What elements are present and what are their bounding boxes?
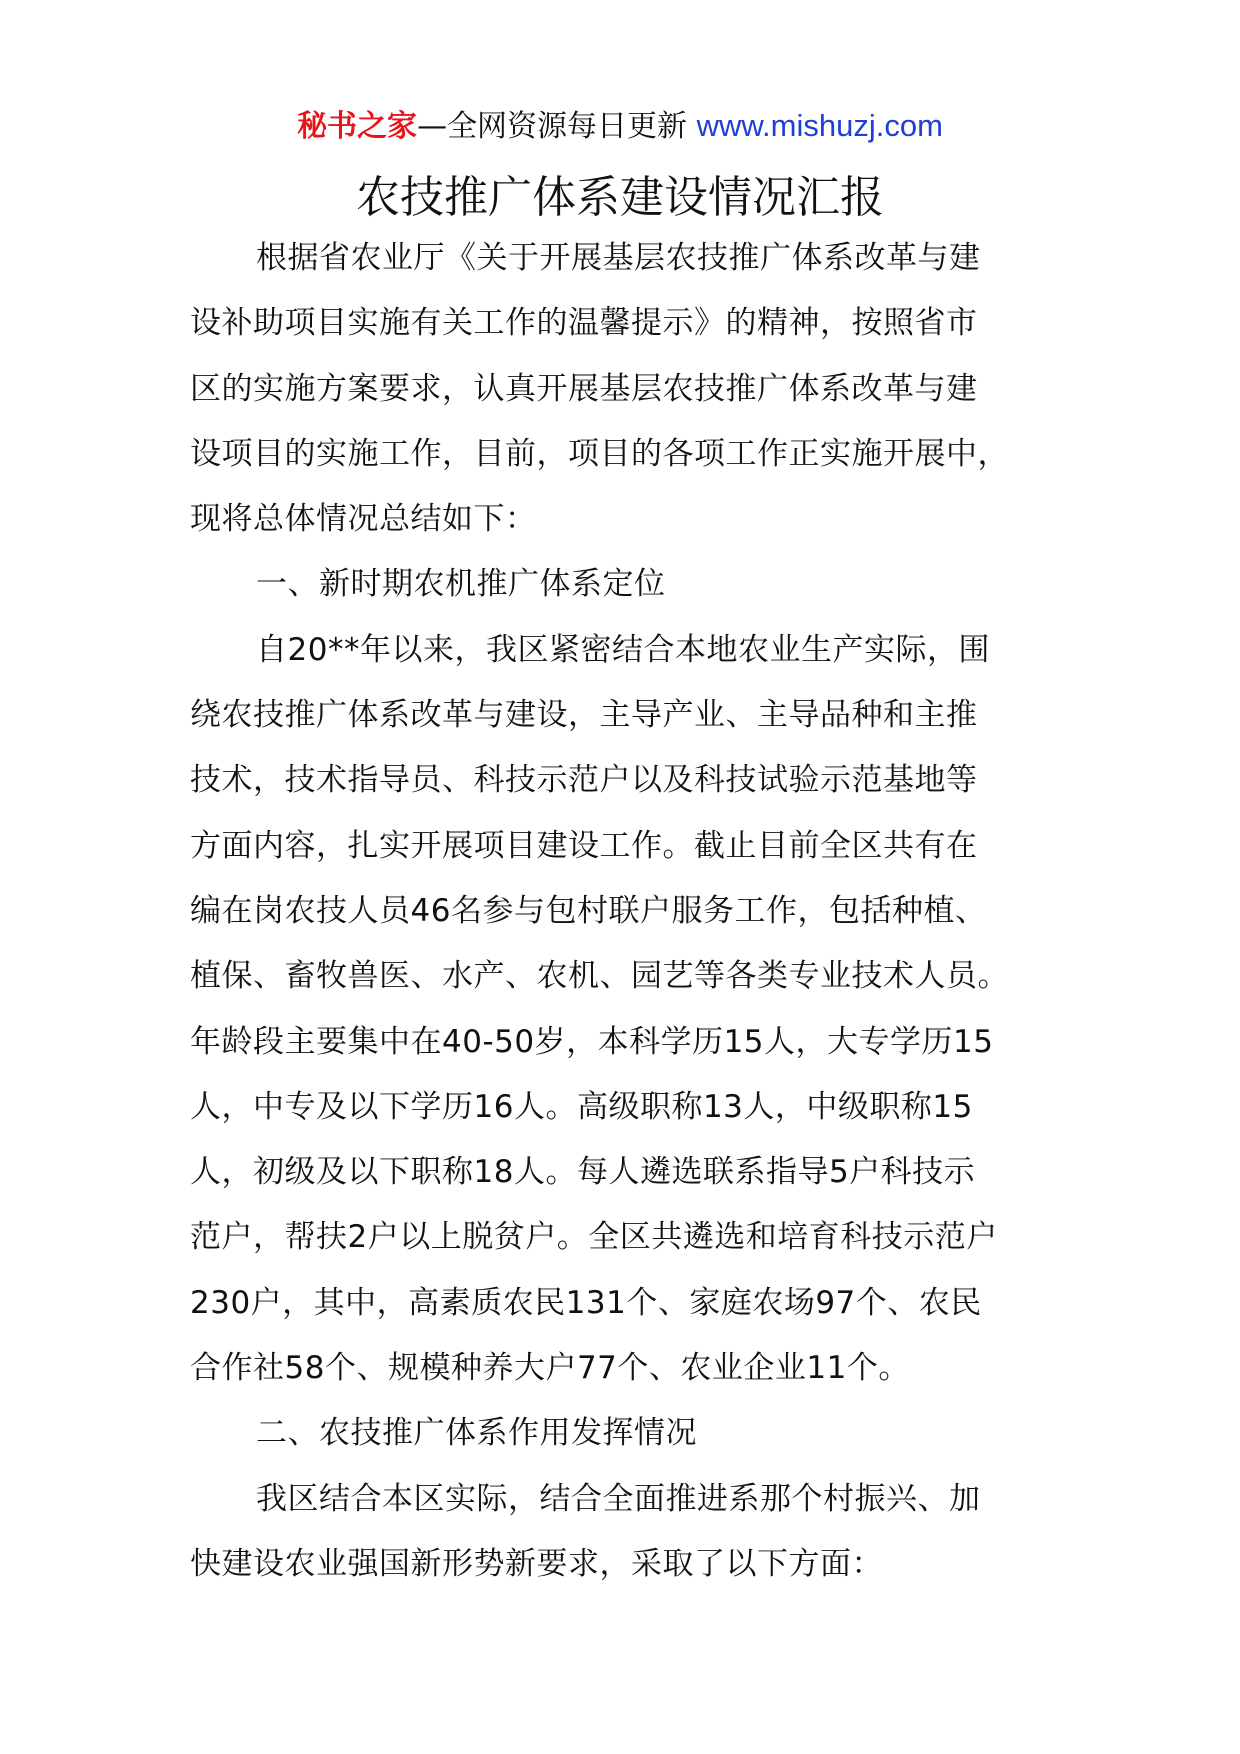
header-slogan: —全网资源每日更新	[417, 109, 688, 144]
section-heading-2: 二、农技推广体系作用发挥情况	[256, 1415, 697, 1452]
paragraph-line: 范户，帮扶2户以上脱贫户。全区共遴选和培育科技示范户	[190, 1219, 998, 1256]
paragraph-line: 自20**年以来，我区紧密结合本地农业生产实际，围	[256, 631, 990, 668]
site-header	[0, 104, 1240, 149]
paragraph-line: 方面内容，扎实开展项目建设工作。截止目前全区共有在	[190, 827, 978, 864]
paragraph-line: 植保、畜牧兽医、水产、农机、园艺等各类专业技术人员。	[190, 958, 1009, 995]
paragraph-line: 年龄段主要集中在40-50岁，本科学历15人，大专学历15	[190, 1023, 994, 1060]
paragraph-line: 技术，技术指导员、科技示范户以及科技试验示范基地等	[190, 762, 978, 799]
paragraph-line: 230户，其中，高素质农民131个、家庭农场97个、农民	[190, 1284, 982, 1321]
paragraph-line: 我区结合本区实际，结合全面推进系那个村振兴、加	[256, 1480, 981, 1517]
paragraph-line: 根据省农业厅《关于开展基层农技推广体系改革与建	[256, 240, 981, 276]
paragraph-line: 区的实施方案要求，认真开展基层农技推广体系改革与建	[190, 370, 978, 407]
paragraph-line: 人，中专及以下学历16人。高级职称13人，中级职称15	[190, 1088, 973, 1125]
paragraph-line: 人，初级及以下职称18人。每人遴选联系指导5户科技示	[190, 1154, 976, 1191]
paragraph-line: 绕农技推广体系改革与建设，主导产业、主导品种和主推	[190, 697, 978, 734]
site-url[interactable]: www.mishuzj.com	[696, 108, 943, 143]
document-body	[190, 226, 1070, 1597]
paragraph-line: 设项目的实施工作，目前，项目的各项工作正实施开展中，	[190, 435, 1009, 472]
paragraph-line: 设补助项目实施有关工作的温馨提示》的精神，按照省市	[190, 305, 978, 342]
paragraph-line: 快建设农业强国新形势新要求，采取了以下方面：	[190, 1545, 883, 1582]
section-heading-1: 一、新时期农机推广体系定位	[256, 566, 666, 603]
paragraph-line: 合作社58个、规模种养大户77个、农业企业11个。	[190, 1350, 910, 1387]
document-title: 农技推广体系建设情况汇报	[356, 172, 884, 223]
paragraph-line: 现将总体情况总结如下：	[190, 501, 537, 538]
paragraph-line: 编在岗农技人员46名参与包村联户服务工作，包括种植、	[190, 892, 987, 929]
brand-name: 秘书之家	[297, 109, 418, 144]
